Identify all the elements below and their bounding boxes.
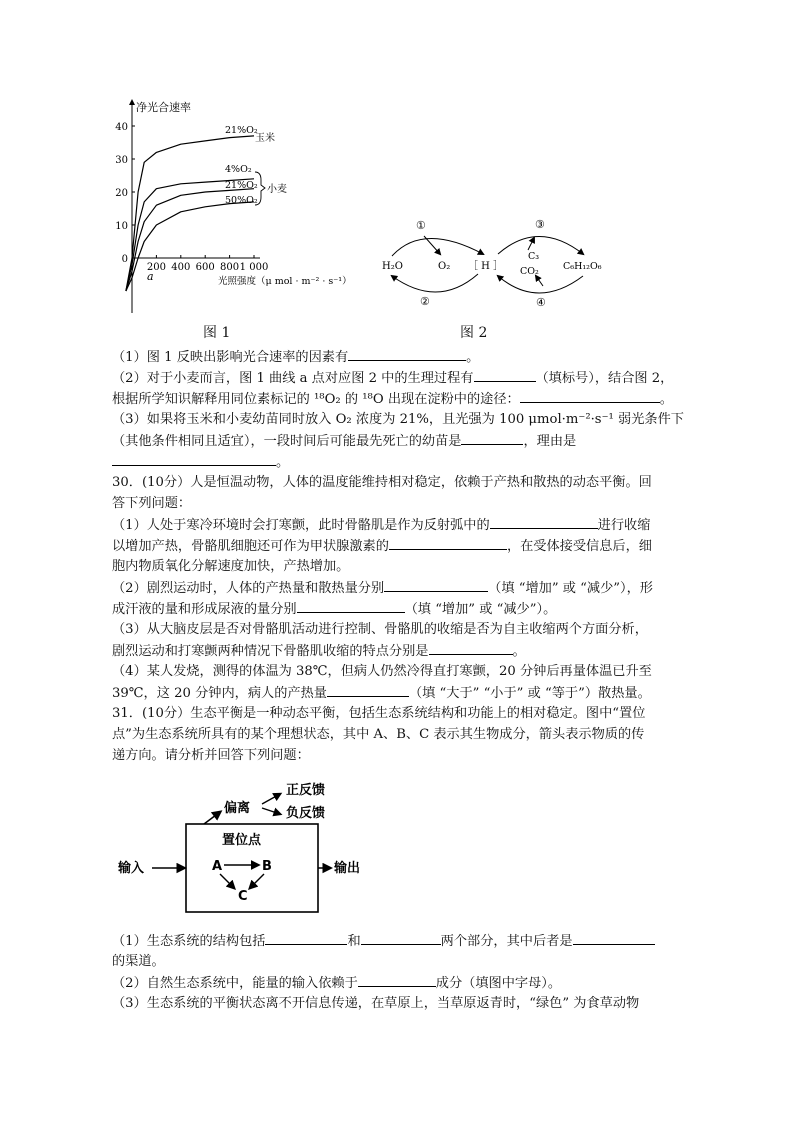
step-2-label: ②: [420, 295, 430, 308]
answer-blank[interactable]: [384, 577, 488, 592]
y-tick-label: 0: [121, 254, 128, 265]
q30-line-5: [112, 556, 687, 577]
ecosystem-setpoint-diagram: [112, 774, 382, 919]
q31-line-6: [112, 972, 687, 994]
q29-3-text: 根据所学知识解释用同位素标记的 ¹⁸O₂ 的 ¹⁸O 出现在淀粉中的途径：: [112, 392, 520, 407]
q30-2b-end: （填 “增加” 或 “减少”）。: [404, 602, 557, 617]
q31-1-text: （1）生态系统的结构包括: [112, 934, 266, 949]
output-label: 输出: [334, 861, 361, 876]
answer-blank[interactable]: [358, 972, 436, 987]
q30-4b-text: 39℃，这 20 分钟内，病人的产热量: [112, 686, 327, 701]
q29-1-end: 。: [466, 350, 480, 365]
x-tick-label: 600: [195, 262, 215, 273]
q31-2-text: （2）自然生态系统中，能量的输入依赖于: [112, 976, 358, 991]
q30-line-3: [112, 514, 687, 536]
q31-header: 31．(10分）生态平衡是一种动态平衡，包括生态系统结构和功能上的相对稳定。图中“置位: [112, 706, 646, 721]
q29-5-mid: ，理由是: [523, 434, 577, 449]
q30-4-text: （4）某人发烧，测得的体温为 38℃，但病人仍然冷得直打寒颤，20 分钟后再量体温已升至: [112, 664, 652, 679]
answer-blank[interactable]: [429, 640, 513, 655]
q30-line-4: [112, 535, 687, 557]
answer-blank[interactable]: [348, 346, 466, 361]
answer-blank[interactable]: [573, 930, 655, 945]
y-tick-label: 10: [115, 221, 128, 232]
step-1-label: ①: [416, 219, 426, 232]
q30-3b-end: 。: [512, 644, 526, 659]
q30-line-7: [112, 598, 687, 620]
q31-header-2: 点”为生态系统所具有的某个理想状态，其中 A、B、C 表示其生物成分，箭头表示物质的传: [112, 727, 645, 742]
q29-2-text: （2）对于小麦而言，图 1 曲线 a 点对应图 2 中的生理过程有: [112, 371, 474, 386]
q29-3-end: 。: [659, 392, 673, 407]
curve-label-wheat-4: 4%O₂: [225, 164, 252, 175]
answer-blank[interactable]: [474, 367, 536, 382]
point-a-label: a: [147, 270, 154, 283]
node-a: A: [212, 859, 223, 874]
answer-blank[interactable]: [490, 514, 598, 529]
q30-1-text: （1）人处于寒冷环境时会打寒颤，此时骨骼肌是作为反射弧中的: [112, 518, 490, 533]
curve-label-wheat-21: 21%O₂: [225, 180, 258, 191]
q31-2-end: 成分（填图中字母）。: [435, 976, 562, 991]
q29-line-2: [112, 367, 687, 389]
corn-label: 玉米: [255, 133, 275, 144]
answer-blank[interactable]: [461, 430, 523, 445]
x-tick-label: 400: [171, 262, 191, 273]
curve-label-corn-21: 21%O₂: [225, 125, 258, 136]
q30-2-end: （填 “增加” 或 “减少”），形: [488, 581, 653, 596]
q30-line-11: [112, 682, 687, 704]
q30-3b-text: 剧烈运动和打寒颤两种情况下骨骼肌收缩的特点分别是: [112, 644, 429, 659]
q31-line-1: [112, 703, 687, 724]
x-axis-label: 光照强度（μ mol · m⁻² · s⁻¹）: [218, 276, 352, 287]
glucose-label: C₆H₁₂O₆: [563, 261, 602, 272]
q30-line-1: [112, 472, 687, 493]
q30-1-end: 进行收缩: [597, 518, 651, 533]
q30-line-9: [112, 640, 687, 662]
q30-1b-text: 以增加产热，骨骼肌细胞还可作为甲状腺激素的: [112, 539, 389, 554]
q29-5-text: （其他条件相同且适宜），一段时间后可能最先死亡的幼苗是: [112, 434, 462, 449]
q30-1c-text: 胞内物质氧化分解速度加快，产热增加。: [112, 559, 350, 574]
q31-line-4: [112, 930, 687, 952]
answer-blank[interactable]: [389, 535, 507, 550]
q29-line-3: [112, 388, 687, 410]
q31-line-2: [112, 724, 687, 745]
q29-line-6: [112, 451, 687, 473]
figure-1-caption: 图 1: [203, 325, 231, 341]
q31-line-7: [112, 993, 687, 1014]
q31-1-mid1: 和: [347, 934, 361, 949]
x-tick-label: 800: [220, 262, 240, 273]
q30-4b-end: （填 “大于” “小于” 或 “等于”）散热量。: [408, 686, 651, 701]
y-tick-label: 20: [115, 188, 128, 199]
node-b: B: [262, 859, 272, 874]
y-axis-label: 净光合速率: [136, 101, 191, 114]
answer-blank[interactable]: [112, 451, 276, 466]
q31-line-5: [112, 951, 687, 972]
figure-2-caption: 图 2: [460, 325, 488, 341]
q31-1b-text: 的渠道。: [112, 954, 165, 969]
deviation-label: 偏离: [224, 801, 251, 816]
o2-label: O₂: [438, 261, 451, 272]
q30-2-text: （2）剧烈运动时，人体的产热量和散热量分别: [112, 581, 385, 596]
q29-2-mid: （填标号），结合图 2，: [535, 371, 674, 386]
answer-blank[interactable]: [361, 930, 441, 945]
x-tick-label: 200: [146, 262, 166, 273]
step-3-label: ③: [535, 218, 545, 231]
y-tick-label: 30: [115, 155, 128, 166]
q30-3-text: （3）从大脑皮层是否对骨骼肌活动进行控制、骨骼肌的收缩是否为自主收缩两个方面分析，: [112, 622, 648, 637]
q29-line-1: [112, 346, 687, 368]
wheat-label: 小麦: [267, 184, 287, 195]
answer-blank[interactable]: [297, 598, 405, 613]
step-4-label: ④: [536, 296, 546, 309]
y-tick-label: 40: [115, 122, 128, 133]
node-c: C: [238, 889, 248, 904]
x-tick-label: 1 000: [239, 262, 269, 273]
q31-line-3: [112, 745, 687, 766]
q31-header-3: 递方向。请分析并回答下列问题：: [112, 748, 310, 763]
co2-label: CO₂: [520, 266, 539, 277]
c3-label: C₃: [528, 251, 540, 262]
q30-header: 30．(10分）人是恒温动物，人体的温度能维持相对稳定，依赖于产热和散热的动态平衡。回: [112, 475, 652, 490]
q29-line-5: [112, 430, 687, 452]
answer-blank[interactable]: [265, 930, 347, 945]
photosynthesis-cycle-diagram: [378, 214, 618, 314]
q29-6-end: 。: [276, 455, 290, 470]
q29-1-text: （1）图 1 反映出影响光合速率的因素有: [112, 350, 349, 365]
negative-feedback-label: 负反馈: [286, 806, 326, 821]
photosynthesis-chart: [110, 98, 360, 318]
h2o-label: H₂O: [382, 261, 403, 272]
q30-line-10: [112, 661, 687, 682]
q29-4-text: （3）如果将玉米和小麦幼苗同时放入 O₂ 浓度为 21%，且光强为 100 μmol·m⁻²·s⁻¹ 弱光条件下: [112, 412, 684, 427]
q30-1b-end: ，在受体接受信息后，细: [506, 539, 652, 554]
q29-line-4: [112, 409, 687, 430]
input-label: 输入: [118, 861, 145, 876]
setpoint-label: 置位点: [222, 833, 262, 848]
q30-header-2: 答下列问题：: [112, 496, 192, 511]
answer-blank[interactable]: [327, 682, 409, 697]
answer-blank[interactable]: [520, 388, 660, 403]
q30-line-2: [112, 493, 687, 514]
q31-1-mid2: 两个部分，其中后者是: [440, 934, 573, 949]
q30-line-8: [112, 619, 687, 640]
q30-2b-text: 成汗液的量和形成尿液的量分别: [112, 602, 297, 617]
q30-line-6: [112, 577, 687, 599]
positive-feedback-label: 正反馈: [286, 783, 326, 798]
q31-3-text: （3）生态系统的平衡状态离不开信息传递，在草原上，当草原返青时，“绿色” 为食草动物: [112, 996, 640, 1011]
curve-label-wheat-50: 50%O₂: [225, 195, 258, 206]
nadph-label: ［ H ］: [468, 261, 504, 272]
